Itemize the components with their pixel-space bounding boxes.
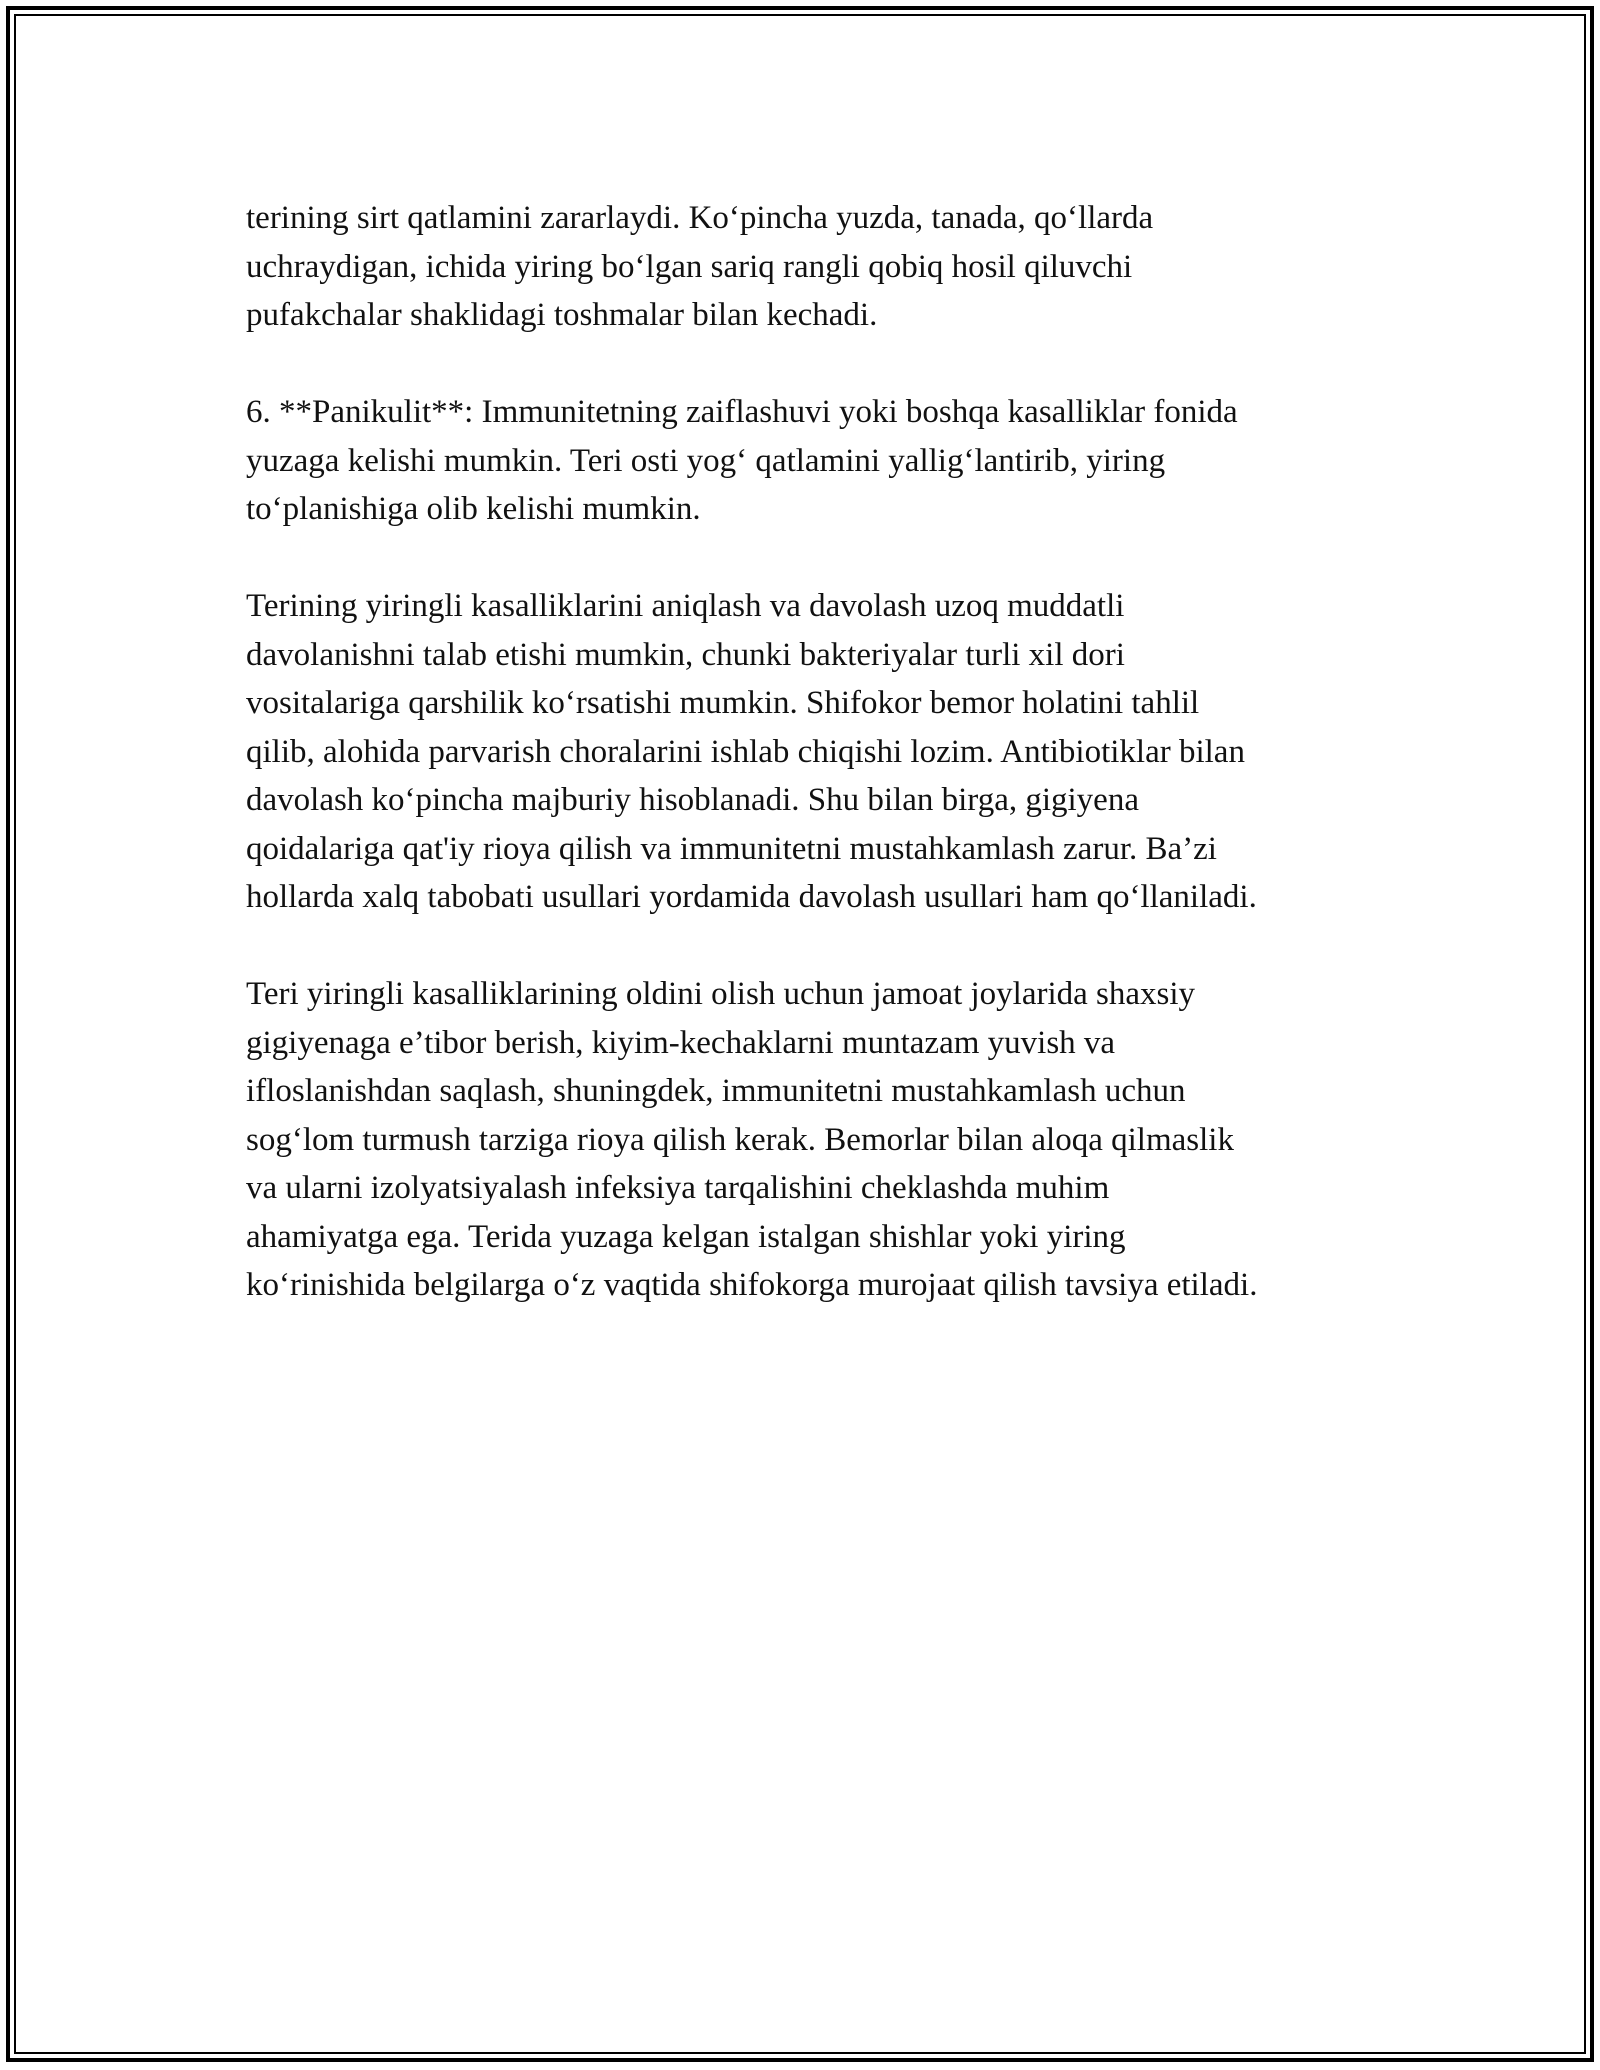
paragraph-prevention: Teri yiringli kasalliklarining oldini olish uchun jamoat joylarida shaxsiy gigiyenaga e’tibor berish, kiyim-kechaklarni muntazam yuvish va ifloslanishdan saqlash, shuningdek, immunitetni mustahkamlash uchun sog‘lom turmush tarziga rioya qilish kerak. Bemorlar bilan aloqa qilmaslik va ularni izolyatsiyalash infeksiya tarqalishini cheklashda muhim ahamiyatga ega. Terida yuzaga kelgan istalgan shishlar yoki yiring ko‘rinishida belgilarga o‘z vaqtida shifokorga murojaat qilish tavsiya etiladi. [246,976,1258,1303]
paragraph-treatment: Terining yiringli kasalliklarini aniqlash va davolash uzoq muddatli davolanishni talab etishi mumkin, chunki bakteriyalar turli xil dori vositalariga qarshilik ko‘rsatishi mumkin. Shifokor bemor holatini tahlil qilib, alohida parvarish choralarini ishlab chiqishi lozim. Antibiotiklar bilan davolash ko‘pincha majburiy hisoblanadi. Shu bilan birga, gigiyena qoidalariga qat'iy rioya qilish va immunitetni mustahkamlash zarur. Ba’zi hollarda xalq tabobati usullari yordamida davolash usullari ham qo‘llaniladi. [246,588,1257,915]
page-frame [6,6,1594,2062]
paragraph-panikulit: 6. **Panikulit**: Immunitetning zaiflashuvi yoki boshqa kasalliklar fonida yuzaga kelishi mumkin. Teri osti yog‘ qatlamini yallig‘lantirib, yiring to‘planishiga olib kelishi mumkin. [246,394,1238,527]
document-body [246,194,1406,1358]
paragraph-impetigo-continuation: terining sirt qatlamini zararlaydi. Ko‘pincha yuzda, tanada, qo‘llarda uchraydigan, ichida yiring bo‘lgan sariq rangli qobiq hosil qiluvchi pufakchalar shaklidagi toshmalar bilan kechadi. [246,200,1154,333]
